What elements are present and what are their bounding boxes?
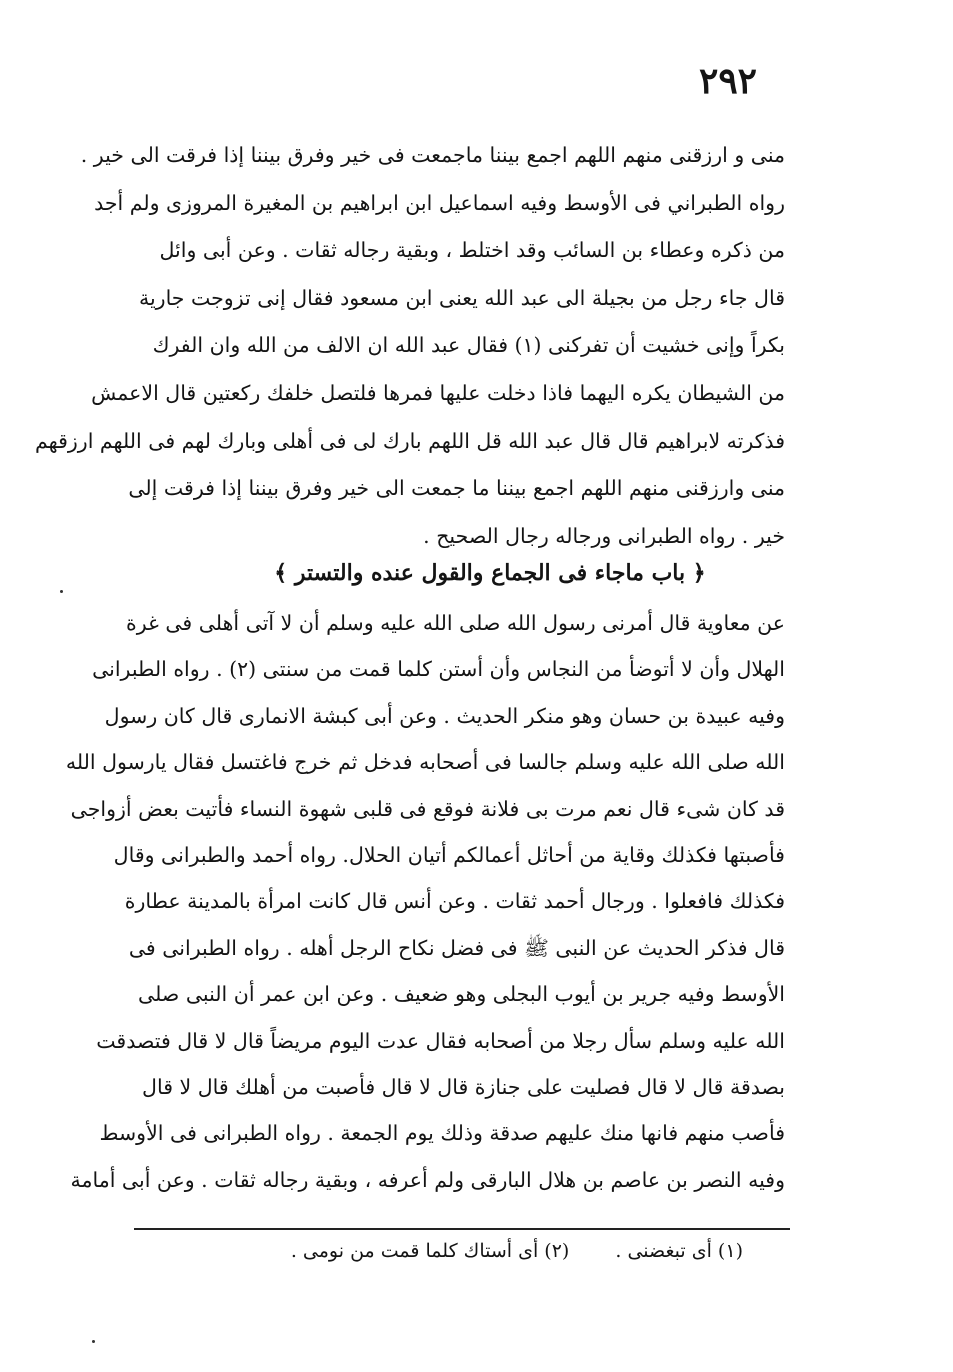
text-line: بصدقة قال لا قال فصليت على جنازة قال لا قال فأصبت من أهلك قال لا قال xyxy=(142,1075,785,1099)
paper-speck xyxy=(60,590,63,593)
footnote-2: (٢) أى أستاك كلما قمت من نومى . xyxy=(290,1240,570,1262)
chapter-heading: ﴿ باب ماجاء فى الجماع والقول عنده والتستر ﴾ xyxy=(274,560,706,586)
text-line: وفيه عبيدة بن حسان وهو منكر الحديث . وعن أبى كبشة الانمارى قال كان رسول xyxy=(104,703,785,728)
text-line: خير . رواه الطبرانى ورجاله رجال الصحيح . xyxy=(423,523,785,548)
text-line: عن معاوية قال أمرنى رسول الله صلى الله عليه وسلم أن لا آتى أهلى فى غرة xyxy=(126,611,785,635)
text-line: قال جاء رجل من بجيلة الى عبد الله يعنى ابن مسعود فقال إنى تزوجت جارية xyxy=(138,285,785,310)
text-line: فكذلك فافعلوا . ورجال أحمد ثقات . وعن أنس قال كانت امرأة بالمدينة عطارة xyxy=(124,889,785,914)
text-line: فأصب منهم فانها منك عليهم صدقة وذلك يوم الجمعة . رواه الطبرانى فى الأوسط xyxy=(99,1121,785,1146)
paper-speck xyxy=(92,1340,95,1343)
text-line: منى و ارزقنى منهم اللهم اجمع بيننا ماجمعت فى خير وفرق بيننا إذا فرقت الى خير . xyxy=(80,143,785,167)
footnote-1: (١) أى تبغضنى . xyxy=(615,1240,743,1262)
text-line: قد كان شىء قال نعم مرت بى فلانة فوقع فى قلبى شهوة النساء فأتيت بعض أزواجى xyxy=(70,796,785,821)
text-line: من الشيطان يكره اليهما فاذا دخلت عليها فمرها فلتصل خلفك ركعتين قال الاعمش xyxy=(91,381,785,405)
page-number: ٢٩٢ xyxy=(698,60,757,102)
text-line: منى وارزقنى منهم اللهم اجمع بيننا ما جمعت الى خير وفرق بيننا إذا فرقت إلى xyxy=(128,476,785,501)
text-line: فذكرته لابراهيم قال قال عبد الله قل اللهم بارك لى فى أهلى وبارك لهم فى اللهم ارزقهم xyxy=(35,428,785,453)
text-line: رواه الطبراني فى الأوسط وفيه اسماعيل ابن ابراهيم بن المغيرة المروزى ولم أجد xyxy=(94,190,785,215)
text-line: قال فذكر الحديث عن النبى ﷺ فى فضل نكاح الرجل أهله . رواه الطبرانى فى xyxy=(128,935,785,960)
text-line: الأوسط وفيه جرير بن أيوب البجلى وهو ضعيف . وعن ابن عمر أن النبى صلى xyxy=(138,982,785,1007)
text-line: من ذكره وعطاء بن السائب وقد اختلط ، وبقية رجاله ثقات . وعن أبى وائل xyxy=(159,238,785,263)
text-line: الله صلى الله عليه وسلم جالسا فى أصحابه فدخل ثم خرج فاغتسل فقال يارسول الله xyxy=(65,750,785,775)
text-line: الله عليه وسلم سأل رجلا من أصحابه فقال عدت اليوم مريضاً قال لا قال فتصدقت xyxy=(96,1028,785,1053)
footnote-separator xyxy=(134,1228,790,1230)
text-line: الهلال وأن لا أتوضأ من النجاس وأن أستن كلما قمت من سنتى (٢) . رواه الطبرانى xyxy=(92,657,785,682)
text-line: فأصبتها فكذلك وقاية من أحاثل أعمالكم أتيان الحلال. رواه أحمد والطبرانى وقال xyxy=(113,843,785,867)
footnotes xyxy=(223,1240,743,1262)
text-line: بكراً وإنى خشيت أن تفركنى (١) فقال عبد الله ان الالف من الله وان الفرك xyxy=(152,333,785,358)
text-line: وفيه النصر بن عاصم بن هلال البارقى ولم أعرفه ، وبقية رجاله ثقات . وعن أبى أمامة xyxy=(70,1167,785,1192)
